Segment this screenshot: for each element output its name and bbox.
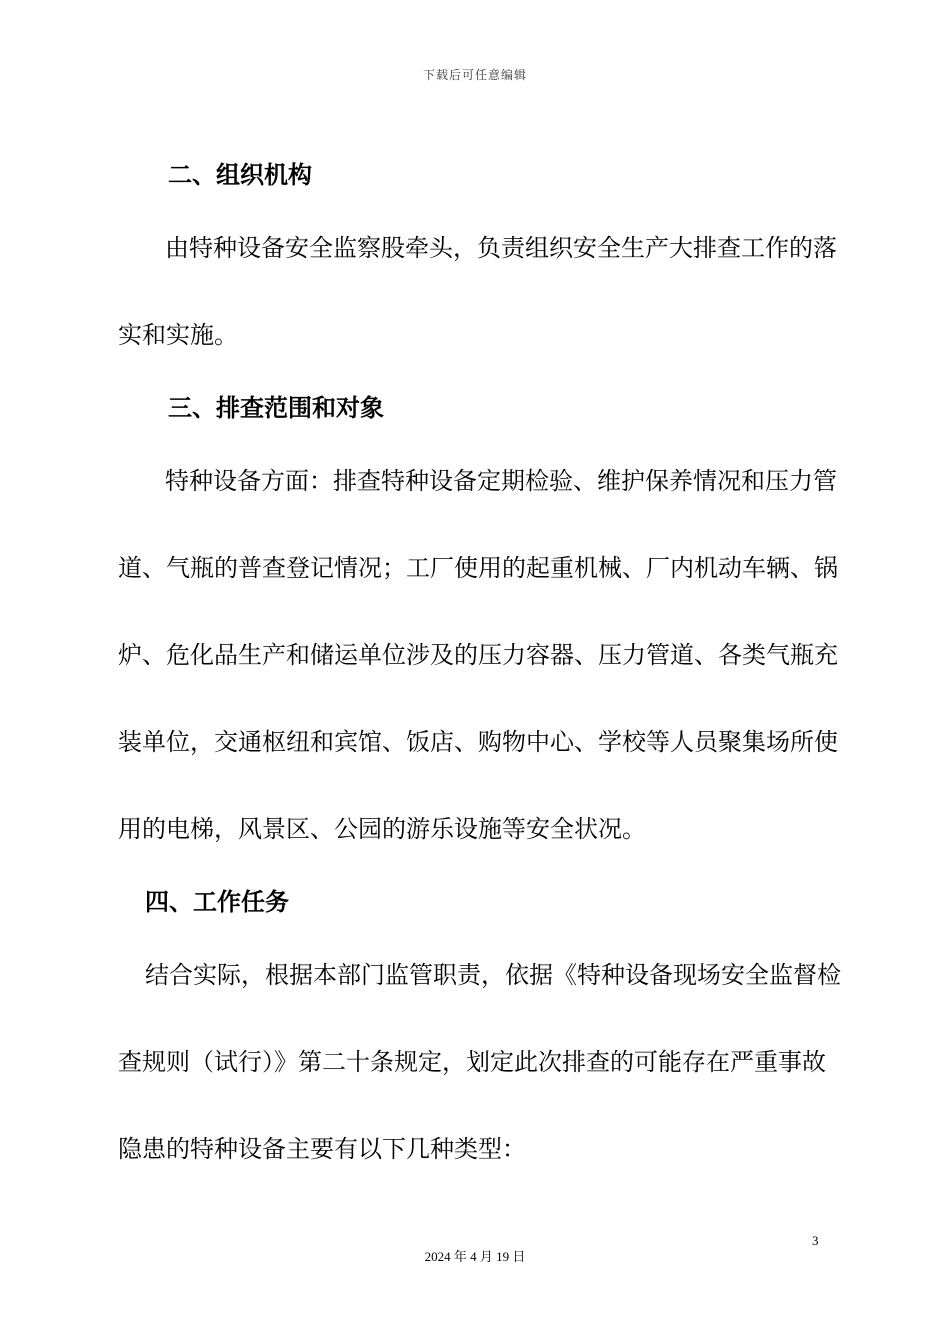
paragraph-line: 装单位，交通枢纽和宾馆、饭店、购物中心、学校等人员聚集场所使 (118, 728, 838, 756)
paragraph-line: 特种设备方面：排查特种设备定期检验、维护保养情况和压力管 (165, 467, 837, 495)
section-heading-tasks: 四、工作任务 (145, 888, 289, 916)
paragraph-line: 隐患的特种设备主要有以下几种类型： (118, 1135, 526, 1163)
paragraph-line: 由特种设备安全监察股牵头，负责组织安全生产大排查工作的落 (165, 234, 837, 262)
paragraph-line: 用的电梯，风景区、公园的游乐设施等安全状况。 (118, 815, 646, 843)
footer-date: 2024 年 4 月 19 日 (424, 1249, 526, 1264)
paragraph-line: 结合实际，根据本部门监管职责，依据《特种设备现场安全监督检 (145, 961, 841, 989)
paragraph-line: 炉、危化品生产和储运单位涉及的压力容器、压力管道、各类气瓶充 (118, 641, 838, 669)
paragraph-line: 实和实施。 (118, 321, 238, 349)
section-heading-scope: 三、排查范围和对象 (168, 394, 384, 422)
section-heading-organization: 二、组织机构 (168, 161, 312, 189)
paragraph-line: 查规则（试行）》第二十条规定，划定此次排查的可能存在严重事故 (118, 1048, 826, 1076)
paragraph-line: 道、气瓶的普查登记情况；工厂使用的起重机械、厂内机动车辆、锅 (118, 554, 838, 582)
page-number: 3 (812, 1233, 819, 1248)
page-header: 下载后可任意编辑 (422, 68, 527, 82)
